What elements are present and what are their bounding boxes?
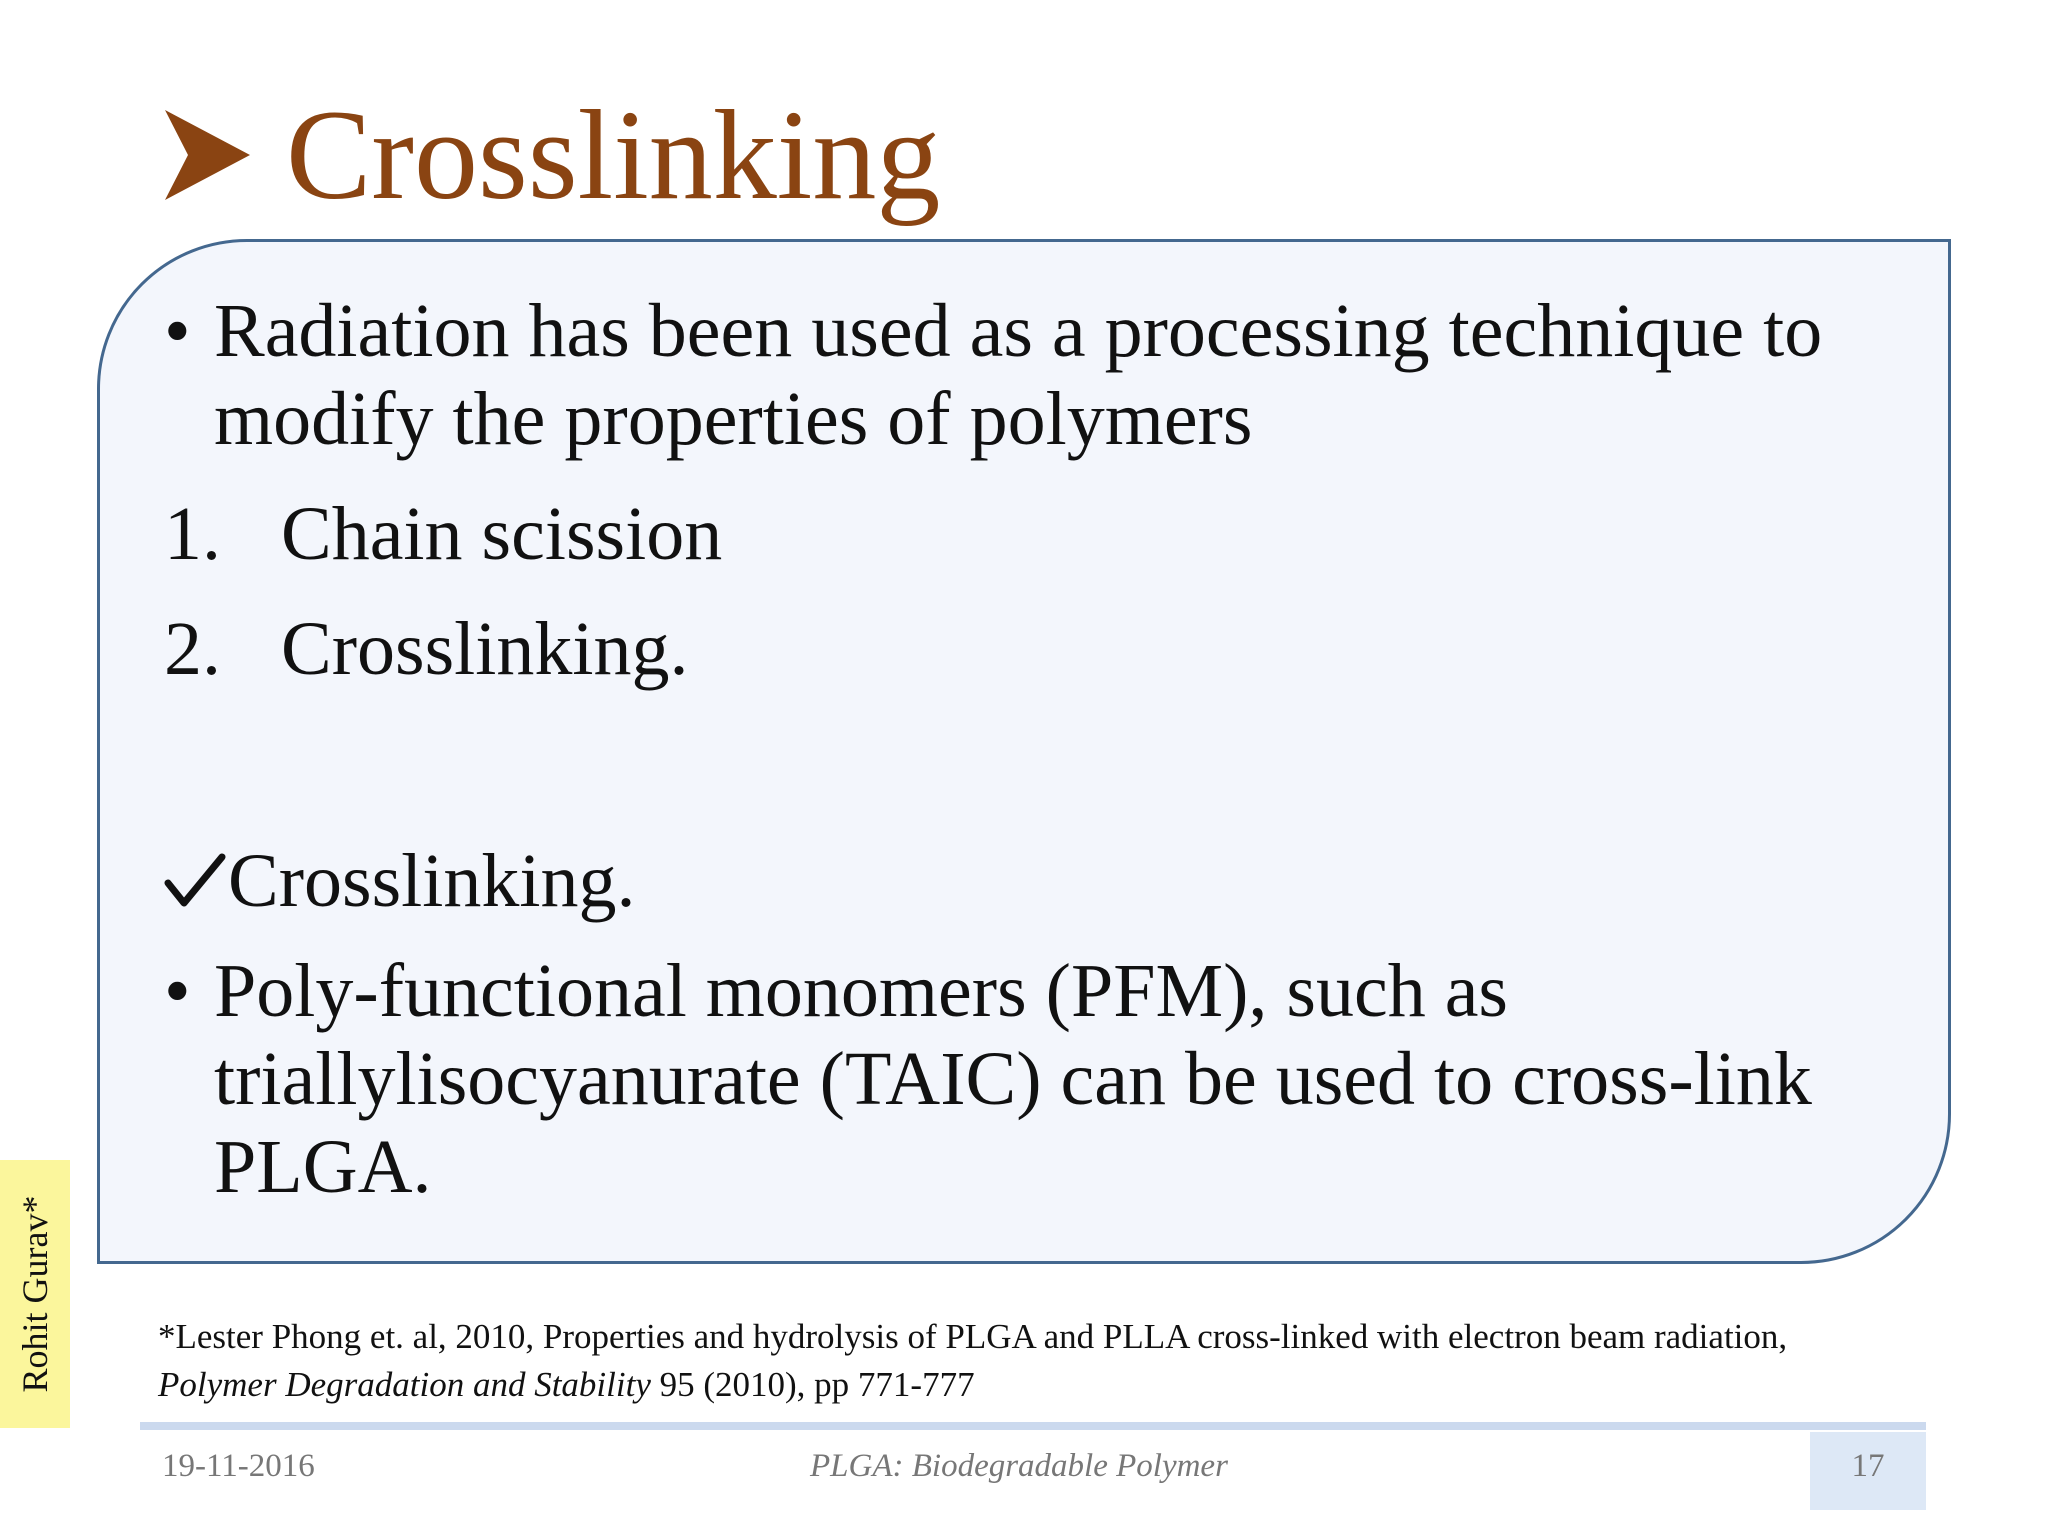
- bullet-item: [164, 287, 1864, 463]
- checked-item: [164, 837, 636, 925]
- checkmark-icon: [164, 851, 226, 911]
- author-tag: [0, 1160, 70, 1428]
- page-number: 17: [1851, 1448, 1885, 1484]
- bullet-marker: •: [164, 949, 191, 1033]
- checked-item-text: Crosslinking.: [228, 839, 636, 923]
- reference-prefix: *Lester Phong et. al, 2010, Properties and hydrolysis of PLGA and PLLA cross-linked with electron beam radiation,: [158, 1317, 1788, 1356]
- bullet-marker: •: [164, 289, 191, 373]
- item-number: 1.: [164, 492, 221, 576]
- bullet-text: Radiation has been used as a processing technique to modify the properties of polymers: [214, 289, 1823, 461]
- item-text: Chain scission: [281, 492, 723, 576]
- numbered-item: [164, 605, 689, 693]
- footer-title: PLGA: Biodegradable Polymer: [810, 1448, 1228, 1484]
- numbered-item: [164, 490, 722, 578]
- page-number-box: [1810, 1432, 1926, 1510]
- item-text: Crosslinking.: [281, 607, 689, 691]
- footer-divider: [140, 1422, 1926, 1430]
- bullet-item: [164, 947, 1864, 1211]
- reference-suffix: 95 (2010), pp 771-777: [650, 1365, 975, 1404]
- author-name: Rohit Gurav*: [15, 1195, 55, 1393]
- arrowhead-icon: [165, 110, 250, 200]
- footer-date: 19-11-2016: [162, 1448, 315, 1484]
- reference-citation: [158, 1313, 1898, 1409]
- slide-title: Crosslinking: [286, 84, 941, 226]
- bullet-text: Poly-functional monomers (PFM), such as triallylisocyanurate (TAIC) can be used to cross-link PLGA.: [214, 949, 1812, 1209]
- item-number: 2.: [164, 607, 221, 691]
- content-box: [97, 239, 1951, 1264]
- slide-title-row: [165, 70, 940, 240]
- reference-journal: Polymer Degradation and Stability: [158, 1365, 651, 1404]
